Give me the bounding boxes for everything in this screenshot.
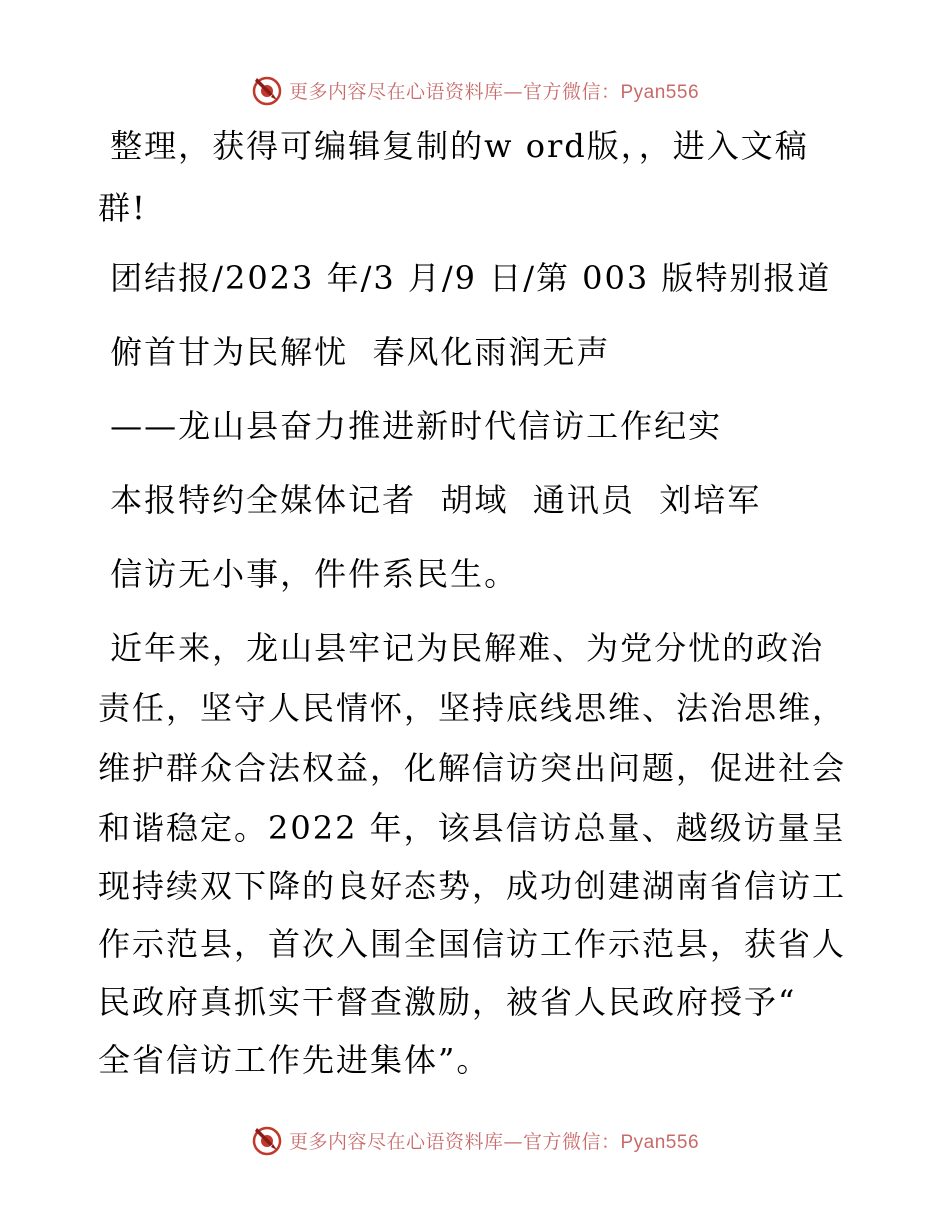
body-line: 近年来，龙山县牢记为民解难、为党分忧的政治 xyxy=(98,629,825,667)
watermark-text: 更多内容尽在心语资料库—官方微信：Pyan556 xyxy=(288,1130,700,1153)
body-line: 全省信访工作先进集体”。 xyxy=(98,1041,491,1079)
lead-paragraph: 信访无小事，件件系民生。 xyxy=(98,555,519,593)
header-watermark xyxy=(0,70,950,110)
watermark-wechat-id: Pyan556 xyxy=(620,81,700,103)
body-line: 责任，坚守人民情怀，坚持底线思维、法治思维， xyxy=(98,689,847,727)
source-line: 团结报/2023 年/3 月/9 日/第 003 版特别报道 xyxy=(98,259,832,297)
body-line: 作示范县，首次入围全国信访工作示范县，获省人 xyxy=(98,925,847,963)
body-line: 和谐稳定。2022 年，该县信访总量、越级访量呈 xyxy=(98,809,846,847)
headline: 俯首甘为民解忧 春风化雨润无声 xyxy=(98,333,611,371)
intro-line-1: 整理，获得可编辑复制的w ord版，，进入文稿 xyxy=(98,127,809,165)
body-line: 维护群众合法权益，化解信访突出问题，促进社会 xyxy=(98,749,847,787)
quill-logo-icon xyxy=(251,74,283,106)
watermark-wechat-id: Pyan556 xyxy=(620,1131,700,1153)
quill-logo-icon xyxy=(251,1124,283,1156)
footer-watermark xyxy=(0,1120,950,1160)
intro-line-2: 群! xyxy=(98,189,147,227)
byline: 本报特约全媒体记者 胡域 通讯员 刘培军 xyxy=(98,481,762,519)
body-line: 现持续双下降的良好态势，成功创建湖南省信访工 xyxy=(98,867,847,905)
watermark-text: 更多内容尽在心语资料库—官方微信：Pyan556 xyxy=(288,80,700,103)
body-line: 民政府真抓实干督查激励，被省人民政府授予“ xyxy=(98,983,797,1021)
subheadline: ——龙山县奋力推进新时代信访工作纪实 xyxy=(98,407,723,445)
